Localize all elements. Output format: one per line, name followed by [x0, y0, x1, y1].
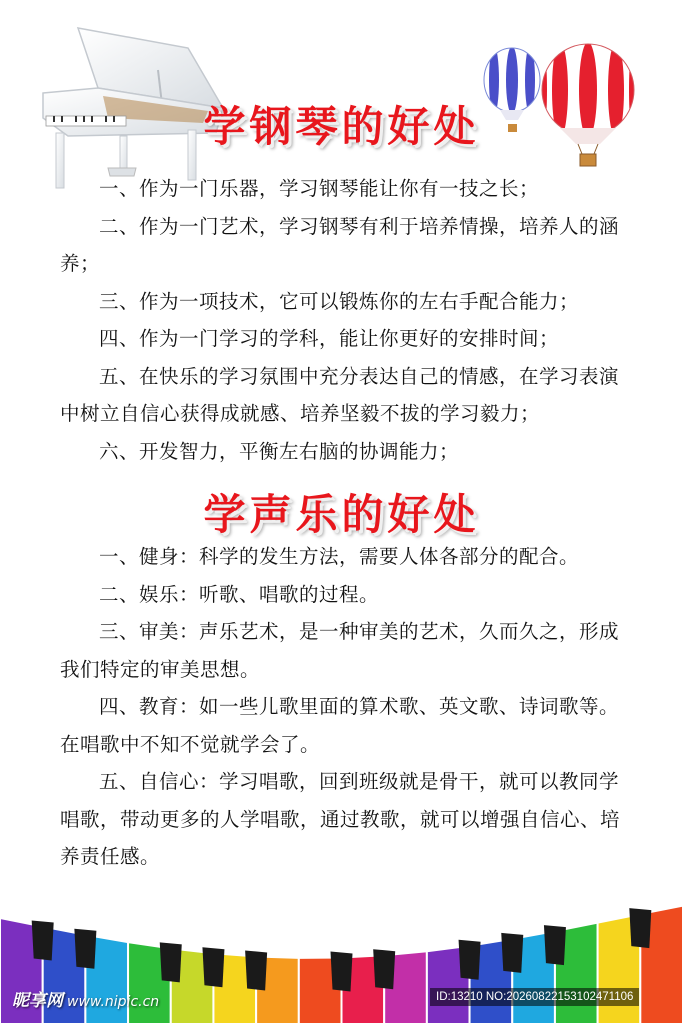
list-item: 二、作为一门艺术，学习钢琴有利于培养情操，培养人的涵养； — [60, 214, 620, 275]
list-item: 三、审美：声乐艺术，是一种审美的艺术，久而久之，形成我们特定的审美思想。 — [60, 620, 620, 681]
keyboard-black-key — [629, 908, 651, 948]
vocal-benefits-list — [60, 538, 635, 876]
heading-vocal-benefits: 学声乐的好处 — [203, 490, 480, 539]
watermark-logo — [12, 986, 159, 1011]
keyboard-black-key — [160, 942, 182, 982]
list-item: 三、作为一项技术，它可以锻炼你的左右手配合能力； — [99, 289, 580, 313]
keyboard-black-key — [373, 949, 395, 989]
keyboard-black-key — [459, 940, 481, 980]
keyboard-black-key — [544, 925, 566, 965]
piano-benefits-list — [60, 170, 635, 470]
keyboard-black-key — [331, 951, 353, 991]
watermark-url: www.nipic.cn — [67, 994, 160, 1010]
keyboard-black-key — [501, 933, 523, 973]
heading-piano-benefits: 学钢琴的好处 — [203, 102, 480, 151]
list-item: 一、健身：科学的发生方法，需要人体各部分的配合。 — [99, 545, 580, 568]
list-item: 四、教育：如一些儿歌里面的算术歌、英文歌、诗词歌等。在唱歌中不知不觉就学会了。 — [60, 695, 620, 756]
list-item: 四、作为一门学习的学科，能让你更好的安排时间； — [99, 327, 560, 350]
keyboard-black-key — [32, 921, 54, 961]
keyboard-black-key — [74, 929, 96, 969]
list-item: 二、娱乐：听歌、唱歌的过程。 — [99, 582, 380, 606]
image-id-label: ID:13210 NO:20260822153102471106 — [430, 988, 639, 1006]
keyboard-black-key — [202, 947, 224, 987]
list-item: 一、作为一门乐器，学习钢琴能让你有一技之长； — [99, 177, 540, 200]
list-item: 五、自信心：学习唱歌，回到班级就是骨干，就可以教同学唱歌，带动更多的人学唱歌，通过教歌，就可以增强自信心、培养责任感。 — [60, 770, 621, 868]
watermark-brand: 昵享网 — [12, 991, 63, 1011]
keyboard-black-key — [245, 950, 267, 990]
list-item: 六、开发智力，平衡左右脑的协调能力； — [99, 439, 460, 463]
list-item: 五、在快乐的学习氛围中充分表达自己的情感，在学习表演中树立自信心获得成就感、培养坚毅不拔的学习毅力； — [60, 364, 620, 425]
